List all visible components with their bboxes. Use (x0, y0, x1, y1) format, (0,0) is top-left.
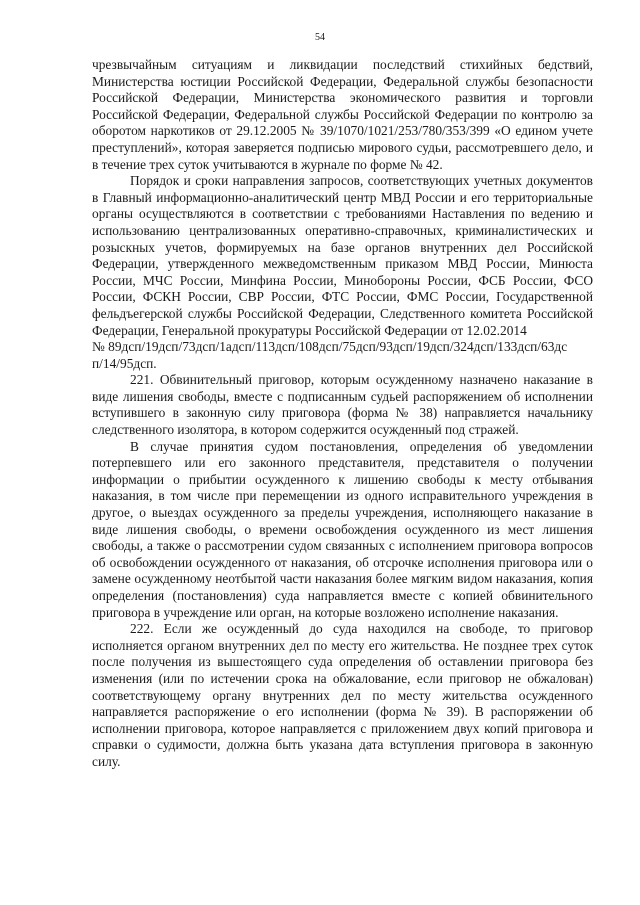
document-body (92, 57, 593, 771)
paragraph-222: 222. Если же осужденный до суда находился на свободе, то приговор исполняется органом внутренних дел по месту его жительства. Не позднее трех суток после получения из вышестоящего суда определения об оставлении приговора без изменения (или по истечении срока на обжалование, если приговор не обжалован) соответствующему органу внутренних дел по месту жительства осужденного направляется распоряжение о его исполнении (форма № 39). В распоряжении об исполнении приговора, которое направляется с приложением двух копий приговора и справки о судимости, должна быть указана дата вступления приговора в законную силу. (92, 621, 593, 769)
paragraph-notification: В случае принятия судом постановления, определения об уведомлении потерпевшего или его законного представителя, представителя о получении информации о прибытии осужденного к лишению свободы к месту отбывания наказания, в том числе при перемещении из одного исправительного учреждения в другое, о выездах осужденного за пределы учреждения, исполняющего наказание в виде лишения свободы, о времени освобождения осужденного из мест лишения свободы, а также о рассмотрении судом связанных с исполнением приговора вопросов об освобождении осужденного от наказания, об отсрочке исполнения приговора или о замене осужденному неотбытой части наказания более мягким видом наказания, копия определения (постановления) суда направляется вместе с копией обвинительного приговора в учреждение или орган, на которые возложено исполнение наказания. (92, 438, 593, 620)
paragraph-continuation: чрезвычайным ситуациям и ликвидации последствий стихийных бедствий, Министерства юстиции Российской Федерации, Федеральной службы безопасности Российской Федерации, Министерства экономического развития и торговли Российской Федерации, Федеральной службы Российской Федерации по контролю за оборотом наркотиков от 29.12.2005 № 39/1070/1021/253/780/353/399 «О едином учете преступлений», которая заверяется подписью мирового судьи, рассмотревшего дело, и в течение трех суток учитываются в журнале по форме № 42. (92, 57, 593, 172)
page-number: 54 (315, 32, 325, 43)
order-numbers-line-1: № 89дсп/19дсп/73дсп/1адсп/113дсп/108дсп/75дсп/93дсп/19дсп/324дсп/133дсп/63дс (92, 339, 568, 355)
order-numbers-line-2: п/14/95дсп. (92, 355, 157, 371)
paragraph-order-requests: Порядок и сроки направления запросов, соответствующих учетных документов в Главный информационно-аналитический центр МВД России и его территориальные органы осуществляются в соответствии с требованиями Наставления по ведению и использованию централизованных оперативно-справочных, криминалистических и розыскных учетов, формируемых на базе органов внутренних дел Российской Федерации, утвержденного межведомственным приказом МВД России, Минюста России, МЧС России, Минфина России, Минобороны России, ФСБ России, ФСО России, ФСКН России, СВР России, ФТС России, ФМС России, Государственной фельдъегерской службы Российской Федерации, Следственного комитета Российской Федерации, Генеральной прокуратуры Российской Федерации от 12.02.2014 (92, 173, 593, 338)
paragraph-221: 221. Обвинительный приговор, которым осужденному назначено наказание в виде лишения свободы, вместе с подписанным судьей распоряжением об исполнении вступившего в законную силу приговора (форма № 38) направляется начальнику следственного изолятора, в котором содержится осужденный под стражей. (92, 372, 593, 438)
